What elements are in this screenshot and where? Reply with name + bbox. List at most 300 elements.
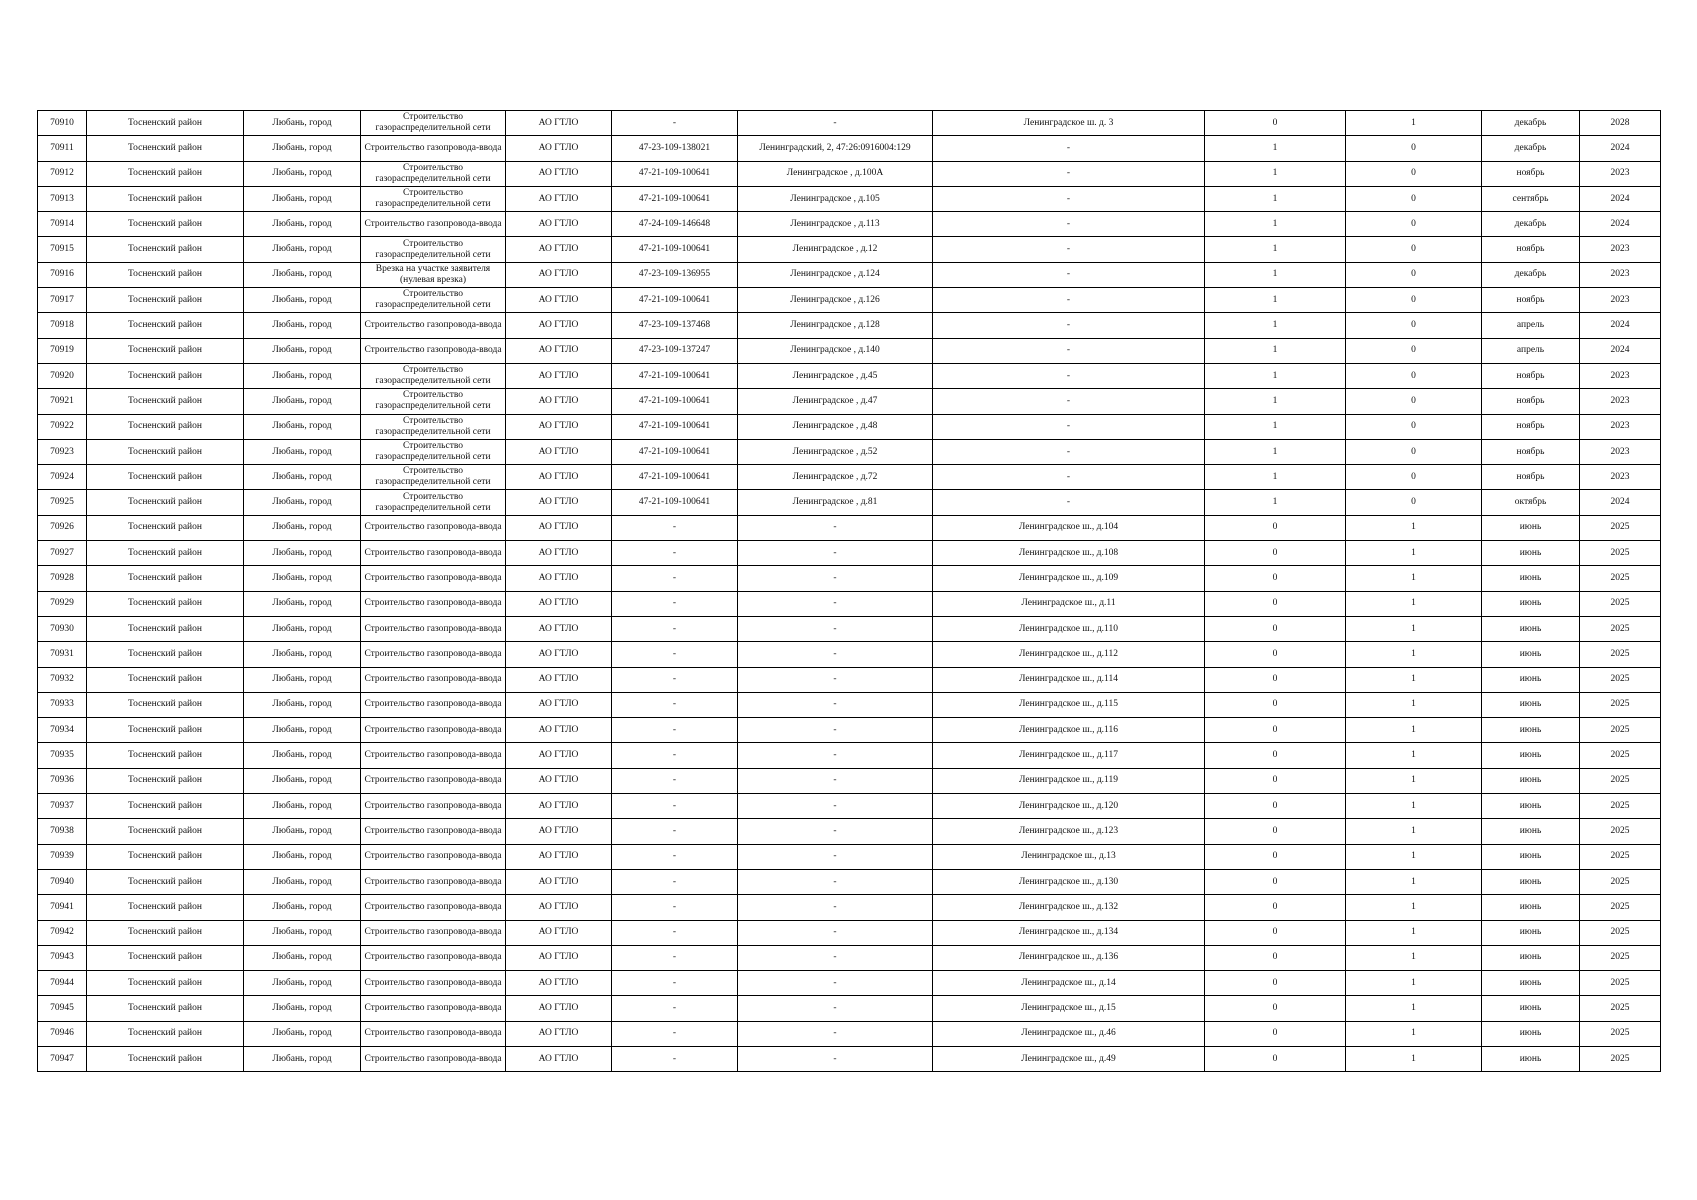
cell-district: Тосненский район	[87, 161, 244, 186]
cell-year: 2023	[1580, 363, 1661, 388]
cell-row-number: 70913	[38, 186, 87, 211]
cell-row-number: 70945	[38, 996, 87, 1021]
cell-permit-number: -	[612, 996, 738, 1021]
cell-count-b: 1	[1346, 996, 1482, 1021]
cell-count-b: 1	[1346, 971, 1482, 996]
cell-locality: Любань, город	[244, 338, 361, 363]
cell-address: -	[933, 288, 1205, 313]
table-row	[38, 111, 1661, 136]
table-row	[38, 616, 1661, 641]
cell-count-a: 0	[1205, 718, 1346, 743]
cell-work-type: Строительство газопровода-ввода	[361, 920, 506, 945]
cell-row-number: 70914	[38, 212, 87, 237]
cell-count-a: 0	[1205, 819, 1346, 844]
cell-district: Тосненский район	[87, 262, 244, 287]
cell-month: июнь	[1482, 844, 1580, 869]
cell-year: 2023	[1580, 389, 1661, 414]
cell-work-type: Строительство газораспределительной сети	[361, 186, 506, 211]
cell-work-type: Строительство газораспределительной сети	[361, 237, 506, 262]
cell-month: июнь	[1482, 692, 1580, 717]
cell-count-b: 1	[1346, 743, 1482, 768]
table-row	[38, 313, 1661, 338]
cell-count-a: 1	[1205, 262, 1346, 287]
table-row	[38, 389, 1661, 414]
cell-work-type: Строительство газораспределительной сети	[361, 490, 506, 515]
cell-permit-number: 47-23-109-136955	[612, 262, 738, 287]
cell-count-a: 0	[1205, 869, 1346, 894]
cell-cadastral-address: -	[738, 945, 933, 970]
table-row	[38, 136, 1661, 161]
cell-organization: АО ГТЛО	[506, 313, 612, 338]
table-row	[38, 667, 1661, 692]
cell-address: Ленинградское ш., д.116	[933, 718, 1205, 743]
cell-locality: Любань, город	[244, 768, 361, 793]
cell-row-number: 70936	[38, 768, 87, 793]
cell-address: -	[933, 136, 1205, 161]
cell-address: Ленинградское ш., д.114	[933, 667, 1205, 692]
cell-address: Ленинградское ш., д.108	[933, 541, 1205, 566]
cell-cadastral-address: Ленинградское , д.128	[738, 313, 933, 338]
cell-locality: Любань, город	[244, 692, 361, 717]
cell-year: 2025	[1580, 718, 1661, 743]
cell-row-number: 70933	[38, 692, 87, 717]
cell-organization: АО ГТЛО	[506, 1046, 612, 1071]
cell-work-type: Врезка на участке заявителя (нулевая врезка)	[361, 262, 506, 287]
cell-month: июнь	[1482, 642, 1580, 667]
cell-address: Ленинградское ш., д.110	[933, 616, 1205, 641]
cell-locality: Любань, город	[244, 1021, 361, 1046]
cell-row-number: 70910	[38, 111, 87, 136]
cell-locality: Любань, город	[244, 136, 361, 161]
cell-address: -	[933, 237, 1205, 262]
cell-permit-number: -	[612, 616, 738, 641]
table-row	[38, 692, 1661, 717]
cell-cadastral-address: -	[738, 591, 933, 616]
cell-district: Тосненский район	[87, 869, 244, 894]
cell-year: 2023	[1580, 237, 1661, 262]
cell-address: Ленинградское ш. д. 3	[933, 111, 1205, 136]
cell-month: июнь	[1482, 895, 1580, 920]
table-row	[38, 1046, 1661, 1071]
table-row	[38, 288, 1661, 313]
cell-locality: Любань, город	[244, 616, 361, 641]
cell-count-b: 0	[1346, 490, 1482, 515]
table-row	[38, 768, 1661, 793]
cell-count-a: 0	[1205, 971, 1346, 996]
cell-cadastral-address: Ленинградское , д.81	[738, 490, 933, 515]
cell-organization: АО ГТЛО	[506, 920, 612, 945]
cell-cadastral-address: Ленинградское , д.47	[738, 389, 933, 414]
cell-row-number: 70921	[38, 389, 87, 414]
cell-year: 2023	[1580, 161, 1661, 186]
cell-month: ноябрь	[1482, 414, 1580, 439]
cell-locality: Любань, город	[244, 642, 361, 667]
cell-cadastral-address: Ленинградское , д.72	[738, 465, 933, 490]
cell-permit-number: 47-21-109-100641	[612, 237, 738, 262]
cell-count-a: 1	[1205, 212, 1346, 237]
cell-row-number: 70920	[38, 363, 87, 388]
table-row	[38, 794, 1661, 819]
cell-year: 2025	[1580, 1021, 1661, 1046]
cell-district: Тосненский район	[87, 338, 244, 363]
cell-organization: АО ГТЛО	[506, 414, 612, 439]
cell-count-b: 1	[1346, 869, 1482, 894]
cell-work-type: Строительство газопровода-ввода	[361, 136, 506, 161]
cell-locality: Любань, город	[244, 111, 361, 136]
cell-year: 2023	[1580, 288, 1661, 313]
cell-count-b: 0	[1346, 389, 1482, 414]
cell-work-type: Строительство газопровода-ввода	[361, 1021, 506, 1046]
cell-organization: АО ГТЛО	[506, 541, 612, 566]
cell-count-b: 1	[1346, 541, 1482, 566]
cell-count-b: 1	[1346, 111, 1482, 136]
table-row	[38, 465, 1661, 490]
table-row	[38, 541, 1661, 566]
cell-address: Ленинградское ш., д.120	[933, 794, 1205, 819]
cell-count-b: 0	[1346, 414, 1482, 439]
cell-locality: Любань, город	[244, 718, 361, 743]
cell-permit-number: -	[612, 515, 738, 540]
cell-work-type: Строительство газопровода-ввода	[361, 794, 506, 819]
cell-work-type: Строительство газораспределительной сети	[361, 414, 506, 439]
cell-year: 2025	[1580, 768, 1661, 793]
cell-district: Тосненский район	[87, 920, 244, 945]
cell-address: -	[933, 161, 1205, 186]
cell-row-number: 70929	[38, 591, 87, 616]
cell-permit-number: -	[612, 541, 738, 566]
cell-organization: АО ГТЛО	[506, 288, 612, 313]
cell-work-type: Строительство газопровода-ввода	[361, 212, 506, 237]
cell-count-a: 0	[1205, 111, 1346, 136]
cell-organization: АО ГТЛО	[506, 844, 612, 869]
cell-month: ноябрь	[1482, 288, 1580, 313]
cell-count-a: 1	[1205, 338, 1346, 363]
cell-year: 2025	[1580, 895, 1661, 920]
cell-cadastral-address: -	[738, 111, 933, 136]
cell-row-number: 70917	[38, 288, 87, 313]
cell-district: Тосненский район	[87, 136, 244, 161]
cell-cadastral-address: -	[738, 541, 933, 566]
cell-district: Тосненский район	[87, 566, 244, 591]
cell-organization: АО ГТЛО	[506, 262, 612, 287]
cell-count-b: 0	[1346, 212, 1482, 237]
cell-district: Тосненский район	[87, 718, 244, 743]
cell-locality: Любань, город	[244, 490, 361, 515]
cell-year: 2025	[1580, 591, 1661, 616]
cell-row-number: 70930	[38, 616, 87, 641]
cell-organization: АО ГТЛО	[506, 136, 612, 161]
cell-count-b: 0	[1346, 161, 1482, 186]
cell-permit-number: -	[612, 920, 738, 945]
cell-locality: Любань, город	[244, 844, 361, 869]
cell-count-a: 1	[1205, 414, 1346, 439]
cell-year: 2024	[1580, 136, 1661, 161]
cell-organization: АО ГТЛО	[506, 996, 612, 1021]
cell-work-type: Строительство газопровода-ввода	[361, 642, 506, 667]
cell-work-type: Строительство газопровода-ввода	[361, 566, 506, 591]
cell-organization: АО ГТЛО	[506, 490, 612, 515]
cell-district: Тосненский район	[87, 844, 244, 869]
cell-cadastral-address: -	[738, 794, 933, 819]
cell-work-type: Строительство газопровода-ввода	[361, 768, 506, 793]
cell-month: ноябрь	[1482, 439, 1580, 464]
cell-organization: АО ГТЛО	[506, 515, 612, 540]
cell-count-b: 1	[1346, 920, 1482, 945]
cell-month: июнь	[1482, 920, 1580, 945]
cell-permit-number: 47-21-109-100641	[612, 363, 738, 388]
cell-year: 2024	[1580, 313, 1661, 338]
cell-address: Ленинградское ш., д.109	[933, 566, 1205, 591]
cell-month: июнь	[1482, 869, 1580, 894]
cell-year: 2025	[1580, 515, 1661, 540]
cell-cadastral-address: Ленинградское , д.140	[738, 338, 933, 363]
cell-row-number: 70932	[38, 667, 87, 692]
cell-work-type: Строительство газораспределительной сети	[361, 465, 506, 490]
cell-month: декабрь	[1482, 262, 1580, 287]
cell-permit-number: 47-24-109-146648	[612, 212, 738, 237]
cell-district: Тосненский район	[87, 288, 244, 313]
cell-row-number: 70942	[38, 920, 87, 945]
cell-district: Тосненский район	[87, 768, 244, 793]
cell-count-a: 0	[1205, 945, 1346, 970]
cell-district: Тосненский район	[87, 541, 244, 566]
cell-month: июнь	[1482, 945, 1580, 970]
cell-permit-number: -	[612, 768, 738, 793]
cell-row-number: 70924	[38, 465, 87, 490]
table-row	[38, 743, 1661, 768]
cell-address: Ленинградское ш., д.112	[933, 642, 1205, 667]
cell-year: 2025	[1580, 920, 1661, 945]
cell-address: -	[933, 363, 1205, 388]
cell-cadastral-address: -	[738, 1021, 933, 1046]
cell-locality: Любань, город	[244, 161, 361, 186]
cell-permit-number: 47-21-109-100641	[612, 186, 738, 211]
cell-row-number: 70931	[38, 642, 87, 667]
cell-locality: Любань, город	[244, 186, 361, 211]
cell-year: 2025	[1580, 945, 1661, 970]
cell-count-b: 0	[1346, 186, 1482, 211]
cell-district: Тосненский район	[87, 743, 244, 768]
cell-permit-number: 47-23-109-137247	[612, 338, 738, 363]
cell-year: 2025	[1580, 996, 1661, 1021]
cell-address: Ленинградское ш., д.136	[933, 945, 1205, 970]
cell-work-type: Строительство газопровода-ввода	[361, 869, 506, 894]
cell-cadastral-address: Ленинградское , д.100А	[738, 161, 933, 186]
cell-locality: Любань, город	[244, 262, 361, 287]
table-row	[38, 895, 1661, 920]
cell-cadastral-address: Ленинградское , д.45	[738, 363, 933, 388]
cell-permit-number: -	[612, 667, 738, 692]
cell-month: ноябрь	[1482, 465, 1580, 490]
cell-permit-number: -	[612, 844, 738, 869]
cell-year: 2024	[1580, 212, 1661, 237]
cell-count-b: 1	[1346, 794, 1482, 819]
cell-cadastral-address: -	[738, 743, 933, 768]
cell-locality: Любань, город	[244, 313, 361, 338]
cell-count-b: 1	[1346, 616, 1482, 641]
cell-address: Ленинградское ш., д.134	[933, 920, 1205, 945]
cell-organization: АО ГТЛО	[506, 439, 612, 464]
cell-permit-number: -	[612, 869, 738, 894]
cell-month: декабрь	[1482, 212, 1580, 237]
cell-month: сентябрь	[1482, 186, 1580, 211]
cell-month: июнь	[1482, 667, 1580, 692]
cell-locality: Любань, город	[244, 566, 361, 591]
table-row	[38, 844, 1661, 869]
cell-district: Тосненский район	[87, 591, 244, 616]
cell-district: Тосненский район	[87, 186, 244, 211]
cell-cadastral-address: -	[738, 667, 933, 692]
cell-year: 2025	[1580, 667, 1661, 692]
cell-locality: Любань, город	[244, 212, 361, 237]
table-row	[38, 363, 1661, 388]
cell-count-b: 1	[1346, 1046, 1482, 1071]
cell-address: -	[933, 389, 1205, 414]
cell-month: июнь	[1482, 515, 1580, 540]
cell-permit-number: 47-23-109-138021	[612, 136, 738, 161]
cell-count-b: 1	[1346, 718, 1482, 743]
cell-count-b: 1	[1346, 667, 1482, 692]
cell-month: июнь	[1482, 1021, 1580, 1046]
cell-locality: Любань, город	[244, 945, 361, 970]
table-row	[38, 971, 1661, 996]
cell-district: Тосненский район	[87, 945, 244, 970]
table-row	[38, 920, 1661, 945]
cell-address: Ленинградское ш., д.117	[933, 743, 1205, 768]
cell-district: Тосненский район	[87, 971, 244, 996]
table-row	[38, 996, 1661, 1021]
cell-locality: Любань, город	[244, 667, 361, 692]
cell-month: июнь	[1482, 718, 1580, 743]
cell-locality: Любань, город	[244, 920, 361, 945]
cell-count-b: 0	[1346, 136, 1482, 161]
cell-count-b: 1	[1346, 1021, 1482, 1046]
cell-address: Ленинградское ш., д.15	[933, 996, 1205, 1021]
cell-address: Ленинградское ш., д.49	[933, 1046, 1205, 1071]
cell-month: октябрь	[1482, 490, 1580, 515]
cell-work-type: Строительство газораспределительной сети	[361, 161, 506, 186]
cell-district: Тосненский район	[87, 313, 244, 338]
cell-address: -	[933, 439, 1205, 464]
cell-address: -	[933, 465, 1205, 490]
cell-locality: Любань, город	[244, 465, 361, 490]
cell-month: июнь	[1482, 541, 1580, 566]
cell-count-a: 0	[1205, 692, 1346, 717]
cell-month: апрель	[1482, 338, 1580, 363]
cell-year: 2025	[1580, 844, 1661, 869]
cell-district: Тосненский район	[87, 111, 244, 136]
cell-cadastral-address: -	[738, 692, 933, 717]
cell-row-number: 70918	[38, 313, 87, 338]
cell-month: июнь	[1482, 794, 1580, 819]
cell-district: Тосненский район	[87, 490, 244, 515]
cell-count-a: 0	[1205, 541, 1346, 566]
cell-locality: Любань, город	[244, 794, 361, 819]
cell-permit-number: 47-21-109-100641	[612, 389, 738, 414]
cell-organization: АО ГТЛО	[506, 212, 612, 237]
cell-organization: АО ГТЛО	[506, 363, 612, 388]
cell-work-type: Строительство газопровода-ввода	[361, 541, 506, 566]
cell-count-b: 1	[1346, 768, 1482, 793]
cell-row-number: 70939	[38, 844, 87, 869]
cell-count-a: 1	[1205, 237, 1346, 262]
cell-organization: АО ГТЛО	[506, 338, 612, 363]
cell-cadastral-address: -	[738, 844, 933, 869]
cell-count-b: 0	[1346, 338, 1482, 363]
cell-district: Тосненский район	[87, 389, 244, 414]
cell-locality: Любань, город	[244, 971, 361, 996]
cell-month: декабрь	[1482, 136, 1580, 161]
cell-organization: АО ГТЛО	[506, 768, 612, 793]
cell-row-number: 70922	[38, 414, 87, 439]
cell-permit-number: -	[612, 819, 738, 844]
cell-count-b: 0	[1346, 262, 1482, 287]
cell-cadastral-address: -	[738, 920, 933, 945]
cell-count-a: 0	[1205, 566, 1346, 591]
cell-month: июнь	[1482, 566, 1580, 591]
cell-district: Тосненский район	[87, 895, 244, 920]
cell-row-number: 70941	[38, 895, 87, 920]
cell-count-a: 1	[1205, 161, 1346, 186]
cell-count-a: 0	[1205, 642, 1346, 667]
cell-district: Тосненский район	[87, 439, 244, 464]
cell-count-a: 1	[1205, 186, 1346, 211]
cell-year: 2024	[1580, 490, 1661, 515]
table-row	[38, 515, 1661, 540]
cell-work-type: Строительство газораспределительной сети	[361, 439, 506, 464]
cell-address: -	[933, 313, 1205, 338]
cell-address: Ленинградское ш., д.46	[933, 1021, 1205, 1046]
cell-locality: Любань, город	[244, 363, 361, 388]
cell-year: 2023	[1580, 262, 1661, 287]
cell-count-a: 1	[1205, 439, 1346, 464]
table-row	[38, 237, 1661, 262]
cell-work-type: Строительство газопровода-ввода	[361, 996, 506, 1021]
cell-work-type: Строительство газопровода-ввода	[361, 338, 506, 363]
cell-locality: Любань, город	[244, 743, 361, 768]
cell-count-a: 1	[1205, 490, 1346, 515]
cell-count-b: 1	[1346, 844, 1482, 869]
cell-count-a: 0	[1205, 515, 1346, 540]
data-table	[37, 110, 1661, 1072]
cell-count-a: 1	[1205, 363, 1346, 388]
cell-work-type: Строительство газопровода-ввода	[361, 895, 506, 920]
cell-row-number: 70927	[38, 541, 87, 566]
cell-district: Тосненский район	[87, 996, 244, 1021]
cell-row-number: 70946	[38, 1021, 87, 1046]
cell-permit-number: -	[612, 1021, 738, 1046]
cell-address: Ленинградское ш., д.13	[933, 844, 1205, 869]
table-row	[38, 414, 1661, 439]
cell-row-number: 70911	[38, 136, 87, 161]
cell-permit-number: -	[612, 692, 738, 717]
cell-district: Тосненский район	[87, 363, 244, 388]
cell-permit-number: 47-21-109-100641	[612, 465, 738, 490]
cell-permit-number: 47-21-109-100641	[612, 414, 738, 439]
cell-cadastral-address: Ленинградское , д.105	[738, 186, 933, 211]
cell-month: ноябрь	[1482, 161, 1580, 186]
cell-month: июнь	[1482, 1046, 1580, 1071]
cell-address: Ленинградское ш., д.130	[933, 869, 1205, 894]
cell-permit-number: -	[612, 111, 738, 136]
cell-year: 2025	[1580, 566, 1661, 591]
cell-address: -	[933, 414, 1205, 439]
table-row	[38, 262, 1661, 287]
cell-district: Тосненский район	[87, 794, 244, 819]
cell-organization: АО ГТЛО	[506, 237, 612, 262]
table-row	[38, 338, 1661, 363]
cell-row-number: 70919	[38, 338, 87, 363]
